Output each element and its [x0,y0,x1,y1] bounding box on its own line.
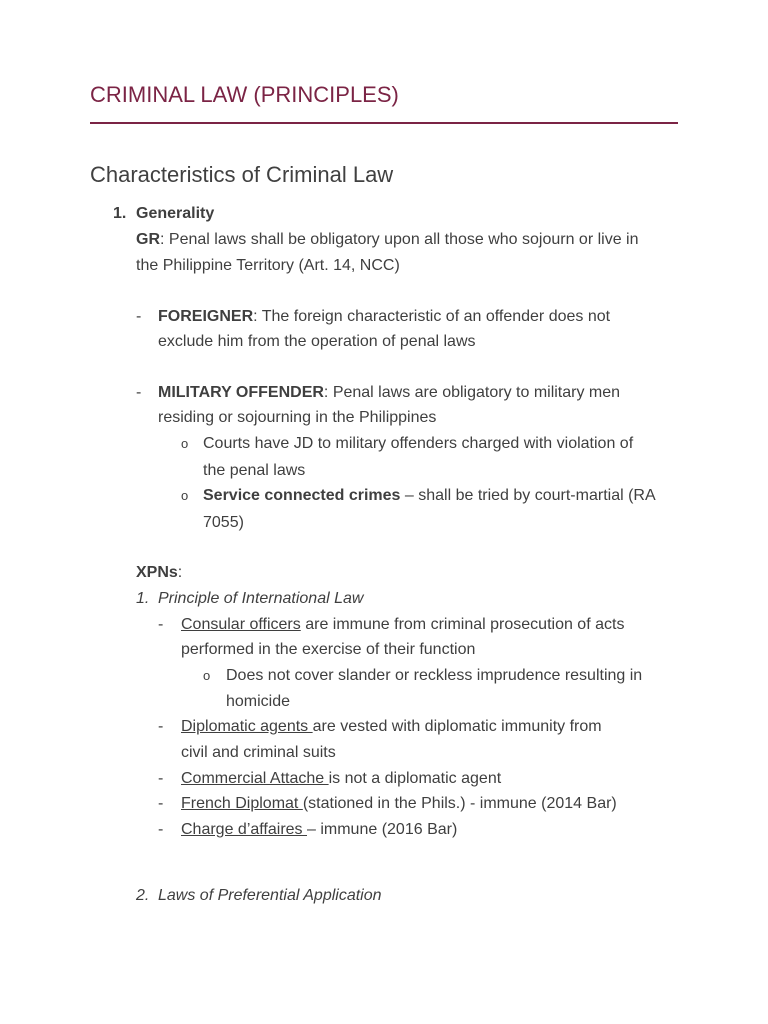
diplomatic-label: Diplomatic agents [181,718,313,735]
dash-bullet: - [158,616,164,633]
military-label: MILITARY OFFENDER [158,384,324,401]
consular-line-1 [181,612,624,638]
xpn-number-1: 1. [136,590,150,607]
general-rule-line-1 [136,227,639,253]
circle-bullet: o [203,668,211,683]
consular-label: Consular officers [181,616,301,633]
document-title: CRIMINAL LAW (PRINCIPLES) [90,82,399,107]
section-heading: Characteristics of Criminal Law [90,162,394,187]
generality-title: Generality [136,205,215,222]
consular-text: are immune from criminal prosecution of acts [300,616,625,633]
circle-bullet: o [181,488,189,503]
list-number-1: 1. [113,205,127,222]
charge-label: Charge d’affaires [181,821,307,838]
commercial-attache-line [181,766,501,792]
xpns-colon: : [177,564,183,581]
xpns-label: XPNs [136,564,178,581]
military-sub1-line-2: the penal laws [203,462,306,479]
military-sub2-line-1 [203,483,656,509]
diplomatic-line-2: civil and criminal suits [181,744,336,761]
consular-sub-line-2: homicide [226,693,291,710]
charge-affaires-line [181,817,457,843]
military-sub1-line-1: Courts have JD to military offenders charged with violation of [203,435,634,452]
dash-bullet: - [158,795,164,812]
preferential-application-title: Laws of Preferential Application [158,887,382,904]
dash-bullet: - [158,821,164,838]
commercial-text: is not a diplomatic agent [328,770,502,787]
military-text: : Penal laws are obligatory to military men [323,384,621,401]
dash-bullet: - [136,308,142,325]
military-sub2-line-2: 7055) [203,514,244,531]
consular-sub-line-1: Does not cover slander or reckless imprudence resulting in [226,667,643,684]
xpn-number-2: 2. [136,887,150,904]
charge-text: – immune (2016 Bar) [307,821,458,838]
dash-bullet: - [136,384,142,401]
french-text: (stationed in the Phils.) - immune (2014 Bar) [302,795,617,812]
dash-bullet: - [158,718,164,735]
service-crimes-label: Service connected crimes [203,487,401,504]
military-line-1 [158,380,620,406]
consular-line-2: performed in the exercise of their function [181,641,476,658]
title-divider [90,122,678,124]
diplomatic-text: are vested with diplomatic immunity from [312,718,602,735]
foreigner-label: FOREIGNER [158,308,254,325]
foreigner-line-1 [158,304,610,330]
circle-bullet: o [181,436,189,451]
principle-intl-law-title: Principle of International Law [158,590,364,607]
foreigner-text: : The foreign characteristic of an offender does not [253,308,611,325]
military-line-2: residing or sojourning in the Philippines [158,409,437,426]
general-rule-line-2: the Philippine Territory (Art. 14, NCC) [136,257,400,274]
gr-text: : Penal laws shall be obligatory upon all those who sojourn or live in [160,231,639,248]
service-crimes-text: – shall be tried by court-martial (RA [400,487,656,504]
dash-bullet: - [158,770,164,787]
french-label: French Diplomat [181,795,303,812]
foreigner-line-2: exclude him from the operation of penal laws [158,333,476,350]
diplomatic-line-1 [181,714,602,740]
gr-label: GR [136,231,160,248]
commercial-label: Commercial Attache [181,770,329,787]
french-diplomat-line [181,791,617,817]
xpns-heading [136,560,182,586]
